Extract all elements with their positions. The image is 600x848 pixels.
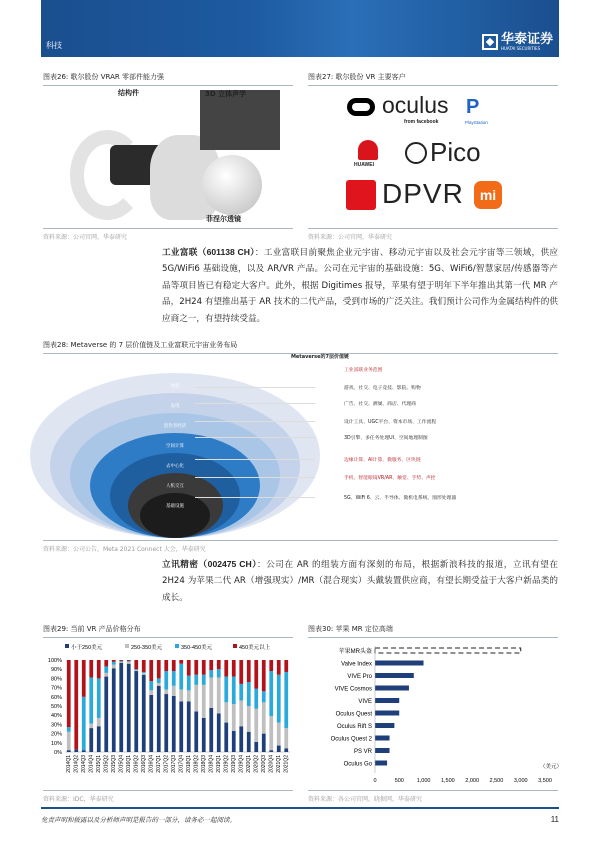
bar-segment — [127, 661, 131, 662]
layer-description: 广告、社交、测屡、商店、代理商 — [344, 402, 416, 407]
y-tick-label: 90% — [50, 667, 62, 674]
page-footer — [41, 807, 559, 824]
x-tick-label: 2014Q2 — [73, 755, 80, 773]
x-tick-label: 2015Q2 — [103, 755, 110, 773]
y-tick-label: 40% — [50, 713, 62, 720]
bar-segment — [232, 660, 236, 677]
bar-segment — [277, 746, 281, 752]
bar-segment — [209, 708, 213, 752]
bar — [375, 736, 390, 741]
category-label: VIVE Pro — [347, 674, 372, 680]
bar-segment — [149, 695, 153, 752]
brand-logo — [482, 33, 553, 51]
x-tick-label: 2017Q1 — [155, 755, 162, 773]
bar-segment — [179, 664, 183, 690]
bar-segment — [202, 685, 206, 718]
bar-segment — [209, 670, 213, 677]
layer-description: 3D引擎、多任务处理UI、空间地理制图 — [344, 436, 428, 441]
bar-segment — [217, 713, 221, 752]
bar-segment — [127, 660, 131, 661]
vr-price-distribution-chart — [40, 638, 295, 788]
bar-segment — [217, 660, 221, 669]
bar-segment — [239, 700, 243, 726]
figure-29-title: 图表29: 当前 VR 产品价格分布 — [43, 624, 293, 638]
x-tick-label: 2018Q3 — [200, 755, 207, 773]
bar — [375, 698, 399, 703]
bar — [375, 761, 387, 766]
bar-segment — [104, 666, 108, 672]
bar — [375, 673, 414, 678]
brand-name-en: HUATAI SECURITIES — [500, 46, 541, 51]
bar-segment — [149, 681, 153, 690]
bar-segment — [127, 664, 131, 752]
bar-segment — [202, 675, 206, 685]
label-structural-parts: 结构件 — [118, 89, 139, 97]
paragraph-industrial-fulian: 工业富联（601138 CH）：工业富联目前聚焦企业元宇宙、移动元宇宙以及社会元宇宙等三领域，供应 5G/WiFi6 基础设施，以及 AR/VR 产品。公司在元宇宙的基础设施：5G、WiFi6/智慧家居/传感器等产品等项目皆已有稳定大客户。此外，根据 Digitimes 报导，苹果有望于明年下半年推出其第一代 MR 产品，2H24 有望推出基于 AR 技术的二代产品，受到市场的广泛关注。我们预计公司作为金属结构件的供应商之一，有望持续受益。 — [162, 247, 558, 324]
layer-label: 去中心化 — [166, 464, 184, 469]
bar-segment — [134, 671, 138, 752]
bar — [375, 723, 394, 728]
bar-segment — [97, 660, 101, 678]
legend-swatch — [65, 644, 69, 648]
bar-segment — [97, 726, 101, 752]
bar-segment — [164, 671, 168, 689]
xiaomi-logo: mi — [474, 181, 502, 209]
category-label: VIVE Cosmos — [334, 686, 372, 693]
bar-segment — [172, 696, 176, 752]
playstation-logo: PlayStation — [465, 120, 488, 125]
y-tick-label: 100% — [47, 658, 62, 664]
x-tick-label: 2018Q1 — [185, 755, 192, 773]
x-tick-label: 0 — [373, 778, 377, 784]
legend-swatch — [125, 644, 129, 648]
bar-segment — [217, 677, 221, 713]
pico-icon — [405, 142, 427, 164]
pico-logo: Pico — [430, 137, 481, 167]
bar-segment — [179, 689, 183, 701]
connector-line — [195, 497, 315, 498]
bar-segment — [232, 731, 236, 752]
bar-segment — [134, 669, 138, 670]
bar-segment — [194, 712, 198, 752]
x-tick-label: 2014Q1 — [65, 755, 72, 773]
bar-segment — [269, 660, 273, 671]
oculus-logo-icon — [347, 98, 375, 116]
bar-segment — [104, 677, 108, 752]
bar-segment — [187, 690, 191, 701]
connector-line — [195, 387, 315, 388]
bar-segment — [224, 660, 228, 677]
huawei-logo: HUAWEI — [354, 162, 374, 168]
bar-segment — [172, 686, 176, 696]
layer-description: 手机、智能眼镜VR/AR、触觉、手势、声控 — [344, 476, 436, 481]
x-tick-label: 2020Q2 — [253, 755, 260, 773]
bar-segment — [179, 701, 183, 752]
dpvr-icon — [346, 180, 376, 210]
bar-segment — [187, 701, 191, 752]
x-tick-label: 1,000 — [416, 778, 431, 784]
bar-segment — [262, 691, 266, 702]
bar-segment — [284, 728, 288, 748]
layer-ellipse — [140, 493, 210, 538]
y-tick-label: 10% — [50, 740, 62, 747]
bar — [375, 661, 424, 666]
bar-segment — [89, 728, 93, 752]
bar-segment — [277, 675, 281, 723]
x-tick-label: 3,500 — [538, 778, 552, 784]
bar-segment — [202, 660, 206, 675]
layer-label: 人机交互 — [166, 484, 184, 489]
bar-segment — [112, 662, 116, 665]
unit-label: （美元） — [540, 764, 563, 770]
x-tick-label: 2016Q4 — [148, 755, 155, 773]
bar-segment — [224, 677, 228, 703]
bar-segment — [209, 677, 213, 707]
page-header-banner — [41, 0, 559, 57]
connector-line — [195, 421, 315, 422]
x-tick-label: 2020Q3 — [260, 755, 267, 773]
bar-segment — [119, 663, 123, 752]
x-tick-label: 2020Q4 — [268, 755, 275, 773]
x-tick-label: 2,000 — [465, 778, 480, 784]
bar-segment — [104, 660, 108, 666]
bar-segment — [134, 660, 138, 669]
bar-segment — [239, 660, 243, 684]
y-tick-label: 70% — [50, 685, 62, 692]
x-tick-label: 2021Q2 — [283, 755, 290, 773]
x-tick-label: 2017Q3 — [170, 755, 177, 773]
facebook-logo: from facebook — [404, 119, 439, 125]
bar-segment — [97, 718, 101, 726]
y-tick-label: 30% — [50, 722, 62, 729]
bar-segment — [247, 660, 251, 682]
layer-description: 5G、WiFi 6、云、半导体、微机电系统、图形处理器 — [344, 496, 457, 501]
bar-segment — [112, 660, 116, 662]
figure-30-source: 资料来源：各公司官网，晓据网，华泰研究 — [308, 790, 558, 803]
bar-segment — [89, 660, 93, 677]
legend-label: 350-450美元 — [181, 645, 213, 651]
bar-segment — [239, 684, 243, 701]
figure-27-title: 图表27: 歌尔股份 VR 主要客户 — [308, 72, 558, 86]
x-tick-label: 2019Q4 — [238, 755, 245, 773]
bar-segment — [149, 660, 153, 681]
brand-mark-icon — [482, 34, 498, 50]
dpvr-logo: DPVR — [382, 178, 464, 209]
vr-headset-illustration — [60, 90, 290, 225]
bar-segment — [202, 718, 206, 752]
bar-segment — [187, 676, 191, 691]
bar-segment — [104, 673, 108, 677]
x-tick-label: 500 — [394, 778, 404, 784]
legend-label: 450美元以上 — [239, 645, 271, 651]
legend-label: 小于250美元 — [71, 645, 103, 651]
figure-28-title: 图表28: Metaverse 的 7 层价值链及工业富联元宇宙业务布局 — [43, 340, 558, 354]
bar-segment — [157, 660, 161, 678]
category-label: 苹果MR头盔 — [338, 649, 372, 655]
legend-label: 250-350美元 — [131, 645, 163, 651]
bar-segment — [142, 673, 146, 675]
bar-segment — [239, 726, 243, 752]
bar-segment — [142, 660, 146, 672]
bar-segment — [224, 723, 228, 752]
bar-segment — [194, 685, 198, 712]
bar-segment — [82, 697, 86, 750]
bar-segment — [262, 660, 266, 691]
bar-segment — [112, 668, 116, 752]
bar-segment — [269, 750, 273, 752]
bar-segment — [89, 677, 93, 723]
bar-segment — [119, 662, 123, 663]
layer-label: 空间计算 — [166, 444, 184, 449]
y-tick-label: 80% — [50, 676, 62, 683]
layer-label: 体验 — [170, 384, 180, 389]
bar-segment — [269, 671, 273, 716]
paragraph-luxshare: 立讯精密（002475 CH）：公司在 AR 的组装方面有深刻的布局，根据新浪科技的报道，立讯有望在 2H24 为苹果二代 AR（增强现实）/MR（混合现实）头戴装置供应商，有望长期受益于大客户新品类的成长。 — [162, 559, 558, 603]
x-tick-label: 2016Q1 — [125, 755, 132, 773]
bar — [375, 686, 409, 691]
bar-segment — [217, 669, 221, 677]
bar-segment — [284, 660, 288, 672]
bar-segment — [254, 709, 258, 742]
disclaimer-note: 免责声明和披露以及分析师声明是报告的一部分，请务必一起阅读。 — [41, 816, 236, 824]
bar-segment — [232, 677, 236, 705]
figure-26-title: 图表26: 歌尔股份 VRAR 零部件能力强 — [43, 72, 293, 86]
layer-label: 创作者经济 — [163, 424, 187, 429]
bar-segment — [194, 675, 198, 685]
figure-28-source: 资料来源：公司公告，Meta 2021 Connect 大会，华泰研究 — [43, 540, 558, 553]
category-label: Oculus Go — [343, 761, 372, 768]
bar-segment — [247, 682, 251, 706]
figure-30-title: 图表30: 苹果 MR 定位高端 — [308, 624, 558, 638]
connector-line — [195, 459, 315, 460]
label-3d-acoustics: 3D 立体声学 — [205, 90, 247, 98]
playstation-icon: P — [466, 96, 480, 118]
bar-segment — [157, 678, 161, 683]
category-label: Oculus Quest 2 — [330, 736, 372, 743]
page-number: 11 — [550, 815, 559, 824]
bar-segment — [172, 671, 176, 686]
x-tick-label: 2018Q4 — [208, 755, 215, 773]
legend-swatch — [233, 644, 237, 648]
bar-segment — [149, 690, 153, 695]
x-tick-label: 2016Q2 — [133, 755, 140, 773]
x-tick-label: 2014Q4 — [88, 755, 95, 773]
x-tick-label: 2020Q1 — [245, 755, 252, 773]
x-tick-label: 2019Q3 — [230, 755, 237, 773]
bar-segment — [67, 727, 71, 732]
business-scope-heading: 工业富联业务范围 — [344, 368, 383, 373]
bar-segment — [277, 660, 281, 675]
layer-description: 设计工具、UGC平台、资本市场、工作流程 — [344, 420, 437, 425]
section-label: 科技 — [46, 41, 62, 50]
bar-segment — [187, 660, 191, 676]
label-fresnel-lens: 菲涅尔透镜 — [206, 215, 241, 223]
bar-segment — [247, 706, 251, 732]
bar-segment — [67, 660, 71, 727]
x-tick-label: 2019Q1 — [215, 755, 222, 773]
x-tick-label: 1,500 — [440, 778, 455, 784]
y-tick-label: 50% — [50, 704, 62, 710]
vr-headset-price-chart — [305, 638, 565, 788]
bar-segment — [254, 660, 258, 689]
bar-segment — [142, 675, 146, 752]
bar-segment — [269, 716, 273, 750]
category-label: Valve Index — [341, 661, 372, 668]
bar — [375, 711, 399, 716]
bar-segment — [277, 723, 281, 746]
bar-segment — [112, 665, 116, 669]
bar-segment — [67, 732, 71, 750]
bar-segment — [74, 749, 78, 752]
bar-segment — [134, 670, 138, 671]
bar-segment — [67, 750, 71, 752]
layer-label: 基础设施 — [166, 504, 184, 509]
layer-description: 游戏、社交、电子竞技、影院、购物 — [344, 386, 421, 391]
bar-segment — [89, 723, 93, 728]
x-tick-label: 2,500 — [489, 778, 504, 784]
bar-segment — [127, 662, 131, 664]
bar-segment — [164, 694, 168, 752]
x-tick-label: 2015Q3 — [110, 755, 117, 773]
metaverse-chart-title: Metaverse的7层价值链 — [290, 354, 350, 360]
oculus-logo: oculus — [382, 92, 449, 118]
bar-segment — [119, 661, 123, 662]
bar-segment — [224, 702, 228, 722]
figure-27-source: 资料来源：公司官网，华泰研究 — [308, 228, 558, 241]
bar-segment — [164, 689, 168, 694]
bar — [375, 748, 390, 753]
y-tick-label: 20% — [50, 731, 62, 738]
huawei-icon — [358, 140, 378, 160]
category-label: PS VR — [353, 749, 372, 755]
legend-swatch — [175, 644, 179, 648]
bar-segment — [74, 660, 78, 749]
x-tick-label: 2014Q3 — [80, 755, 87, 773]
x-tick-label: 2021Q1 — [275, 755, 282, 773]
y-tick-label: 60% — [50, 694, 62, 701]
x-tick-label: 2016Q3 — [140, 755, 147, 773]
bar-segment — [284, 748, 288, 752]
layer-label: 发现 — [170, 404, 180, 409]
figure-29-source: 资料来源：IDC，华泰研究 — [43, 790, 293, 803]
connector-line — [195, 437, 315, 438]
connector-line — [195, 477, 315, 478]
bar-segment — [119, 660, 123, 661]
bar-segment — [82, 750, 86, 752]
bar-segment — [82, 660, 86, 697]
bar-segment — [97, 678, 101, 718]
bar-segment — [179, 660, 183, 664]
bar-segment — [157, 686, 161, 752]
brand-name: 华泰证券 — [500, 32, 553, 47]
layer-description: 边缘计算、AI计算、微服务、区块链 — [344, 458, 421, 463]
x-tick-label: 3,000 — [513, 778, 528, 784]
category-label: Oculus Rift S — [336, 724, 372, 730]
bar-dashed — [375, 648, 521, 653]
x-tick-label: 2018Q2 — [193, 755, 200, 773]
x-tick-label: 2019Q2 — [223, 755, 230, 773]
x-tick-label: 2017Q2 — [163, 755, 170, 773]
x-tick-label: 2017Q4 — [178, 755, 185, 773]
bar-segment — [209, 660, 213, 670]
bar-segment — [262, 702, 266, 733]
bar-segment — [142, 672, 146, 673]
bar-segment — [284, 672, 288, 728]
bar-segment — [157, 683, 161, 686]
bar-segment — [172, 660, 176, 671]
bar-segment — [262, 734, 266, 752]
x-tick-label: 2015Q1 — [95, 755, 102, 773]
bar-segment — [232, 704, 236, 731]
y-tick-label: 0% — [54, 750, 62, 756]
bar-segment — [164, 660, 168, 671]
bar-segment — [254, 742, 258, 752]
category-label: VIVE — [358, 699, 372, 705]
figure-26-source: 资料来源：公司官网，华泰研究 — [43, 228, 293, 241]
bar-segment — [194, 660, 198, 675]
connector-line — [195, 403, 315, 404]
x-tick-label: 2015Q4 — [118, 755, 125, 773]
category-label: Oculus Quest — [335, 711, 372, 718]
bar-segment — [247, 732, 251, 752]
bar-segment — [254, 689, 258, 709]
